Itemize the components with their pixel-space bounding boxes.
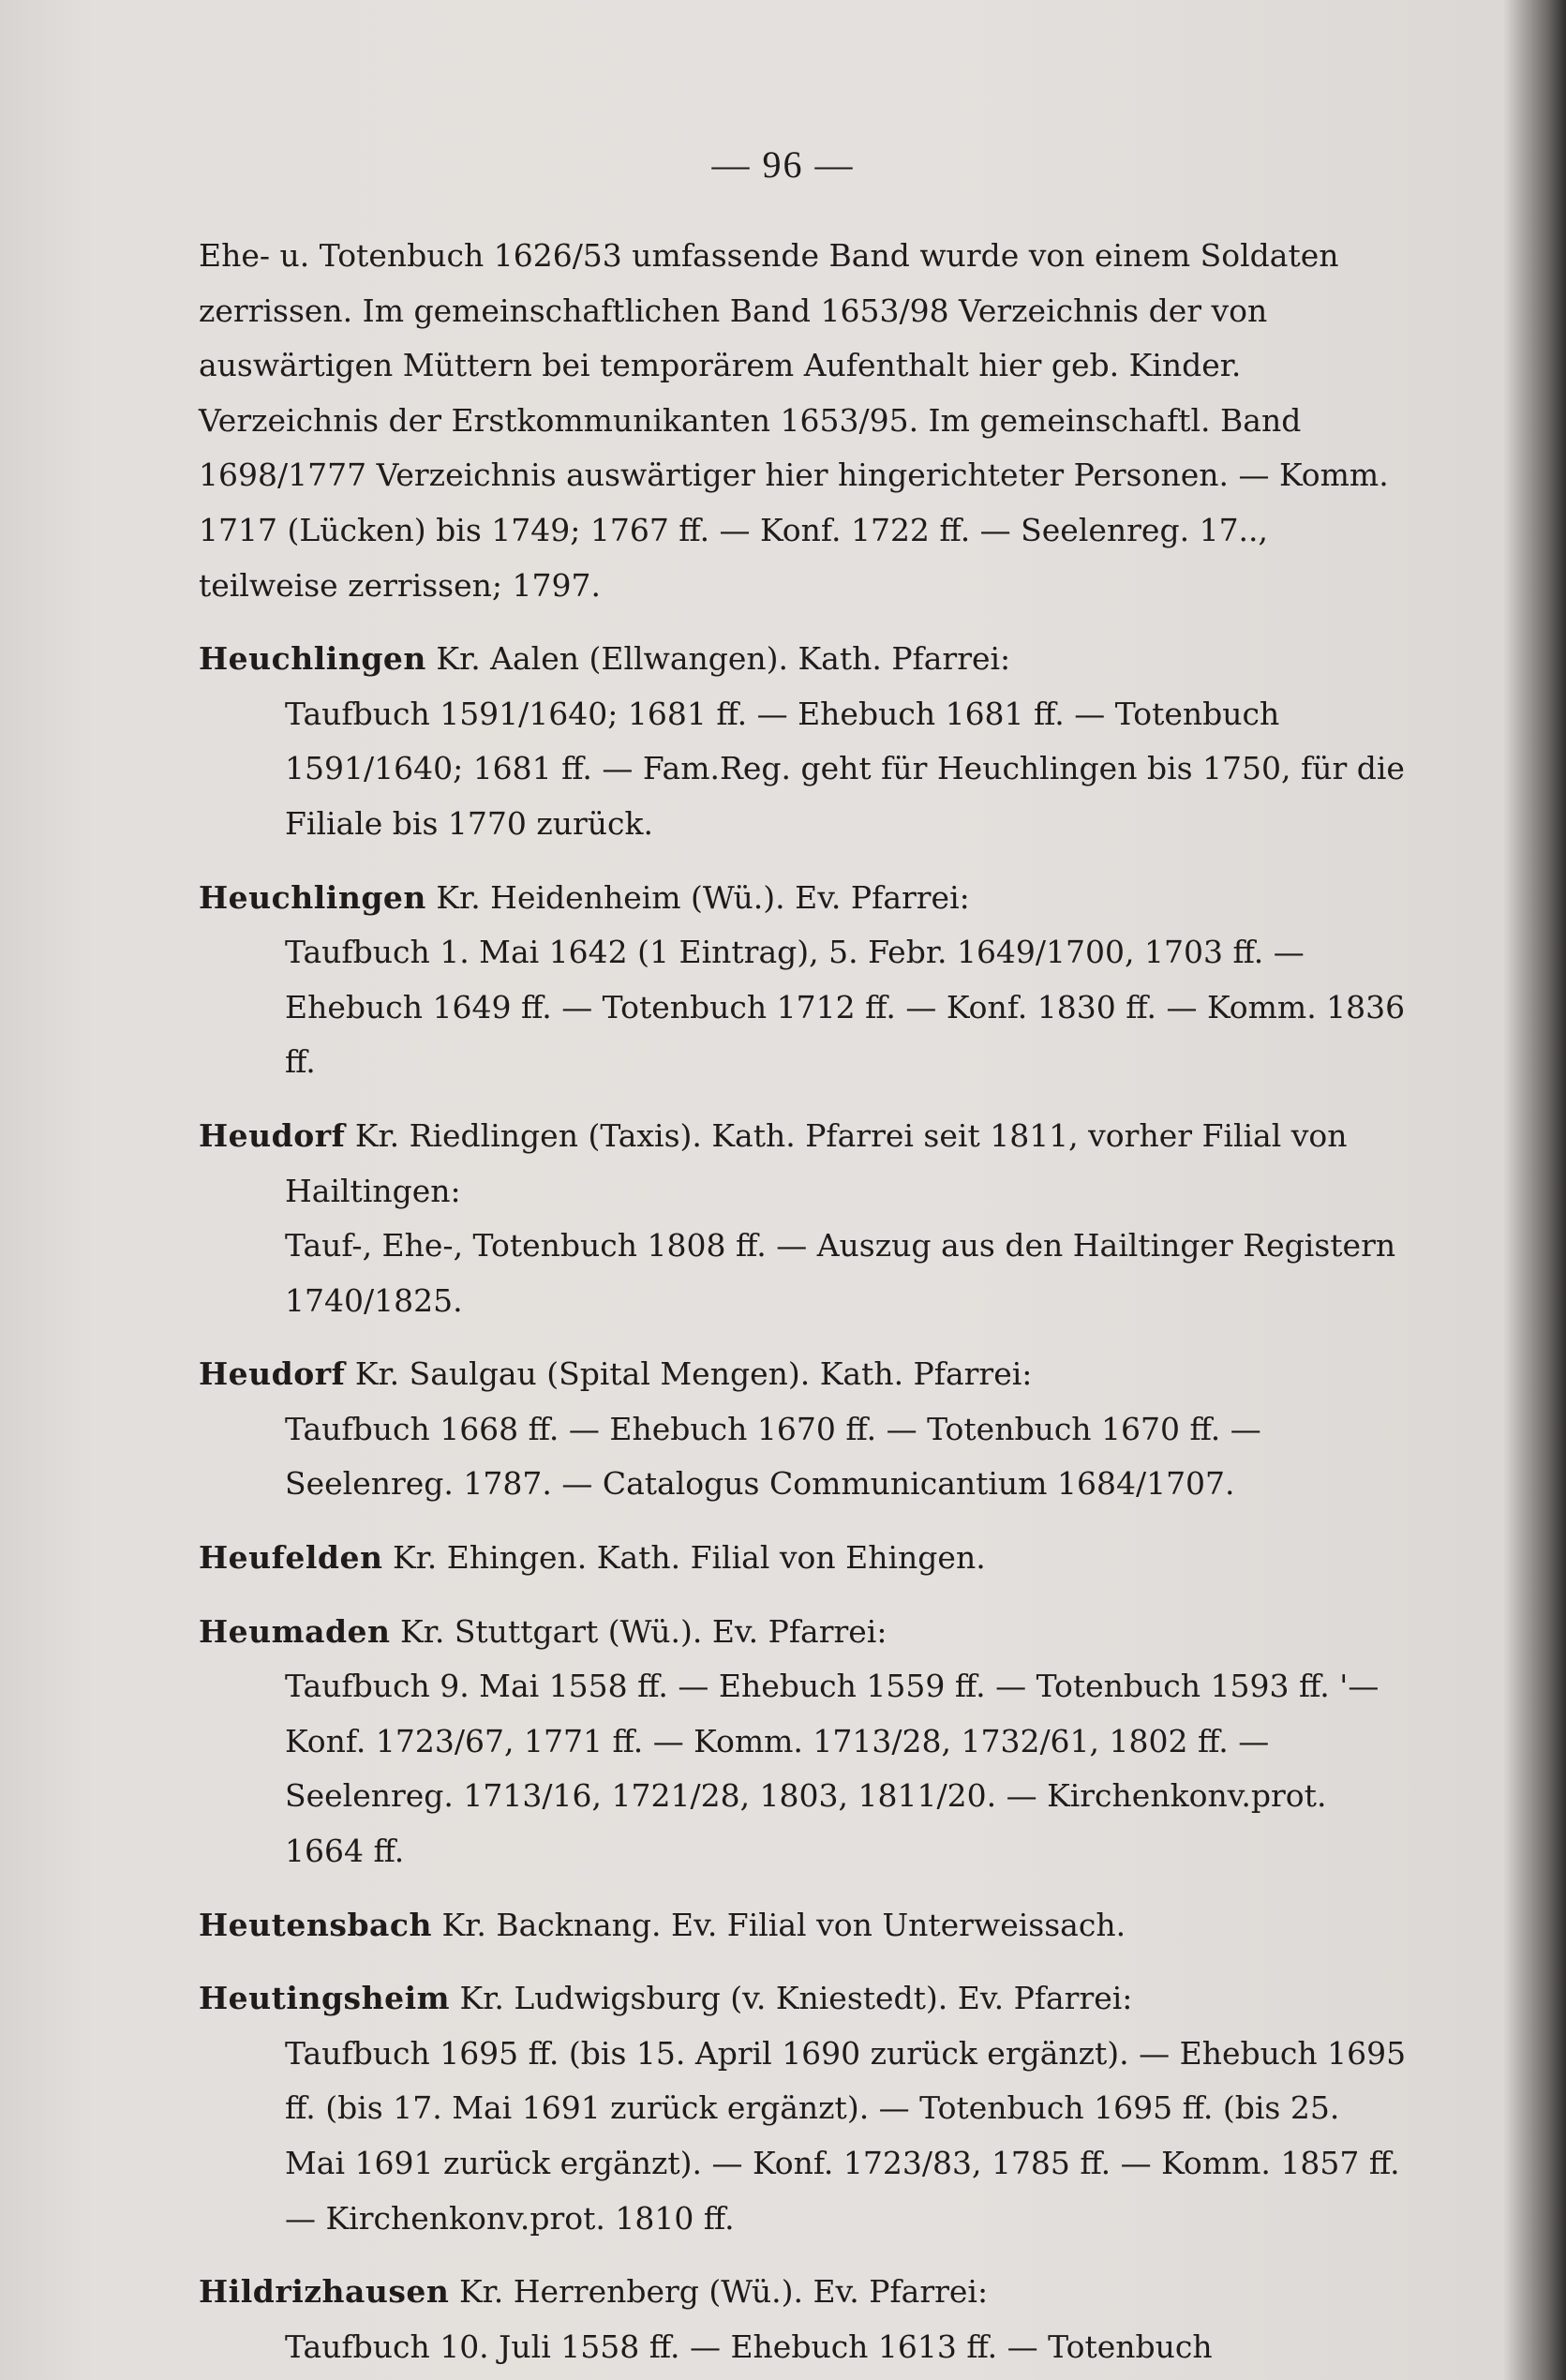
entry-body: Taufbuch 1668 ff. — Ehebuch 1670 ff. — Totenbuch 1670 ff. — Seelenreg. 1787. — Catalogus Communicantium 1684/1707. — [285, 1410, 1261, 1503]
entry-hildrizhausen — [199, 2265, 1408, 2374]
place-name: Heutensbach — [199, 1906, 433, 1943]
intro-paragraph: Ehe- u. Totenbuch 1626/53 umfassende Band wurde von einem Soldaten zerrissen. Im gemeinschaftlichen Band 1653/98 Verzeichnis der von auswärtigen Müttern bei temporärem Aufenthalt hier geb. Kinder. Verzeichnis der Erstkommunikanten 1653/95. Im gemeinschaftl. Band 1698/1777 Verzeichnis auswärtiger hier hingerichteter Personen. — Komm. 1717 (Lücken) bis 1749; 1767 ff. — Konf. 1722 ff. — Seelenreg. 17.., teilweise zerrissen; 1797. — [199, 237, 1389, 604]
place-name: Heudorf — [199, 1355, 346, 1393]
entry-heuchlingen-heidenheim — [199, 871, 1408, 1090]
entry-head: Kr. Heidenheim (Wü.). Ev. Pfarrei: — [436, 878, 970, 916]
place-name: Heufelden — [199, 1539, 383, 1577]
entry-heudorf-saulgau — [199, 1347, 1408, 1512]
entry-body: Taufbuch 1. Mai 1642 (1 Eintrag), 5. Febr. 1649/1700, 1703 ff. — Ehebuch 1649 ff. — Totenbuch 1712 ff. — Konf. 1830 ff. — Komm. 1836 ff. — [285, 934, 1406, 1081]
entry-head: Kr. Backnang. Ev. Filial von Unterweissach. — [441, 1906, 1126, 1943]
place-name: Heutingsheim — [199, 1980, 451, 2017]
entry-body: Tauf-, Ehe-, Totenbuch 1808 ff. — Auszug aus den Hailtinger Registern 1740/1825. — [285, 1227, 1396, 1319]
entry-body: Taufbuch 9. Mai 1558 ff. — Ehebuch 1559 ff. — Totenbuch 1593 ff. '— Konf. 1723/67, 1771 ff. — Komm. 1713/28, 1732/61, 1802 ff. — Seelenreg. 1713/16, 1721/28, 1803, 1811/20. — Kirchenkonv.prot. 1664 ff. — [285, 1668, 1380, 1870]
place-name: Heumaden — [199, 1612, 391, 1650]
entry-head: Kr. Riedlingen (Taxis). Kath. Pfarrei seit 1811, vorher Filial von Hailtingen: — [285, 1116, 1348, 1209]
place-name: Heuchlingen — [199, 640, 426, 678]
entry-head: Kr. Herrenberg (Wü.). Ev. Pfarrei: — [458, 2273, 989, 2311]
entry-head: Kr. Ludwigsburg (v. Kniestedt). Ev. Pfarrei: — [459, 1980, 1133, 2017]
entry-body: Taufbuch 10. Juli 1558 ff. — Ehebuch 1613 ff. — Totenbuch — [285, 2328, 1213, 2365]
entry-head: Kr. Ehingen. Kath. Filial von Ehingen. — [392, 1539, 986, 1577]
entry-head: Kr. Saulgau (Spital Mengen). Kath. Pfarrei: — [354, 1355, 1033, 1393]
entry-heufelden — [199, 1531, 1408, 1586]
entry-heutingsheim — [199, 1971, 1408, 2246]
page-number: — 96 — — [711, 143, 855, 186]
entry-body: Taufbuch 1591/1640; 1681 ff. — Ehebuch 1681 ff. — Totenbuch 1591/1640; 1681 ff. — Fam.Reg. geht für Heuchlingen bis 1750, für die Filiale bis 1770 zurück. — [285, 695, 1405, 842]
entry-heudorf-riedlingen — [199, 1109, 1408, 1328]
entry-heuchlingen-aalen — [199, 632, 1408, 851]
place-name: Hildrizhausen — [199, 2273, 450, 2311]
entry-heumaden — [199, 1605, 1408, 1879]
register-text — [199, 229, 1408, 2374]
place-name: Heuchlingen — [199, 878, 426, 916]
place-name: Heudorf — [199, 1116, 346, 1154]
entry-head: Kr. Aalen (Ellwangen). Kath. Pfarrei: — [436, 640, 1011, 678]
entry-heutensbach — [199, 1898, 1408, 1953]
entry-head: Kr. Stuttgart (Wü.). Ev. Pfarrei: — [400, 1612, 887, 1650]
entry-body: Taufbuch 1695 ff. (bis 15. April 1690 zurück ergänzt). — Ehebuch 1695 ff. (bis 17. Mai 1691 zurück ergänzt). — Totenbuch 1695 ff. (bis 25. Mai 1691 zurück ergänzt). — Konf. 1723/83, 1785 ff. — Komm. 1857 ff. — Kirchenkonv.prot. 1810 ff. — [285, 2034, 1407, 2237]
